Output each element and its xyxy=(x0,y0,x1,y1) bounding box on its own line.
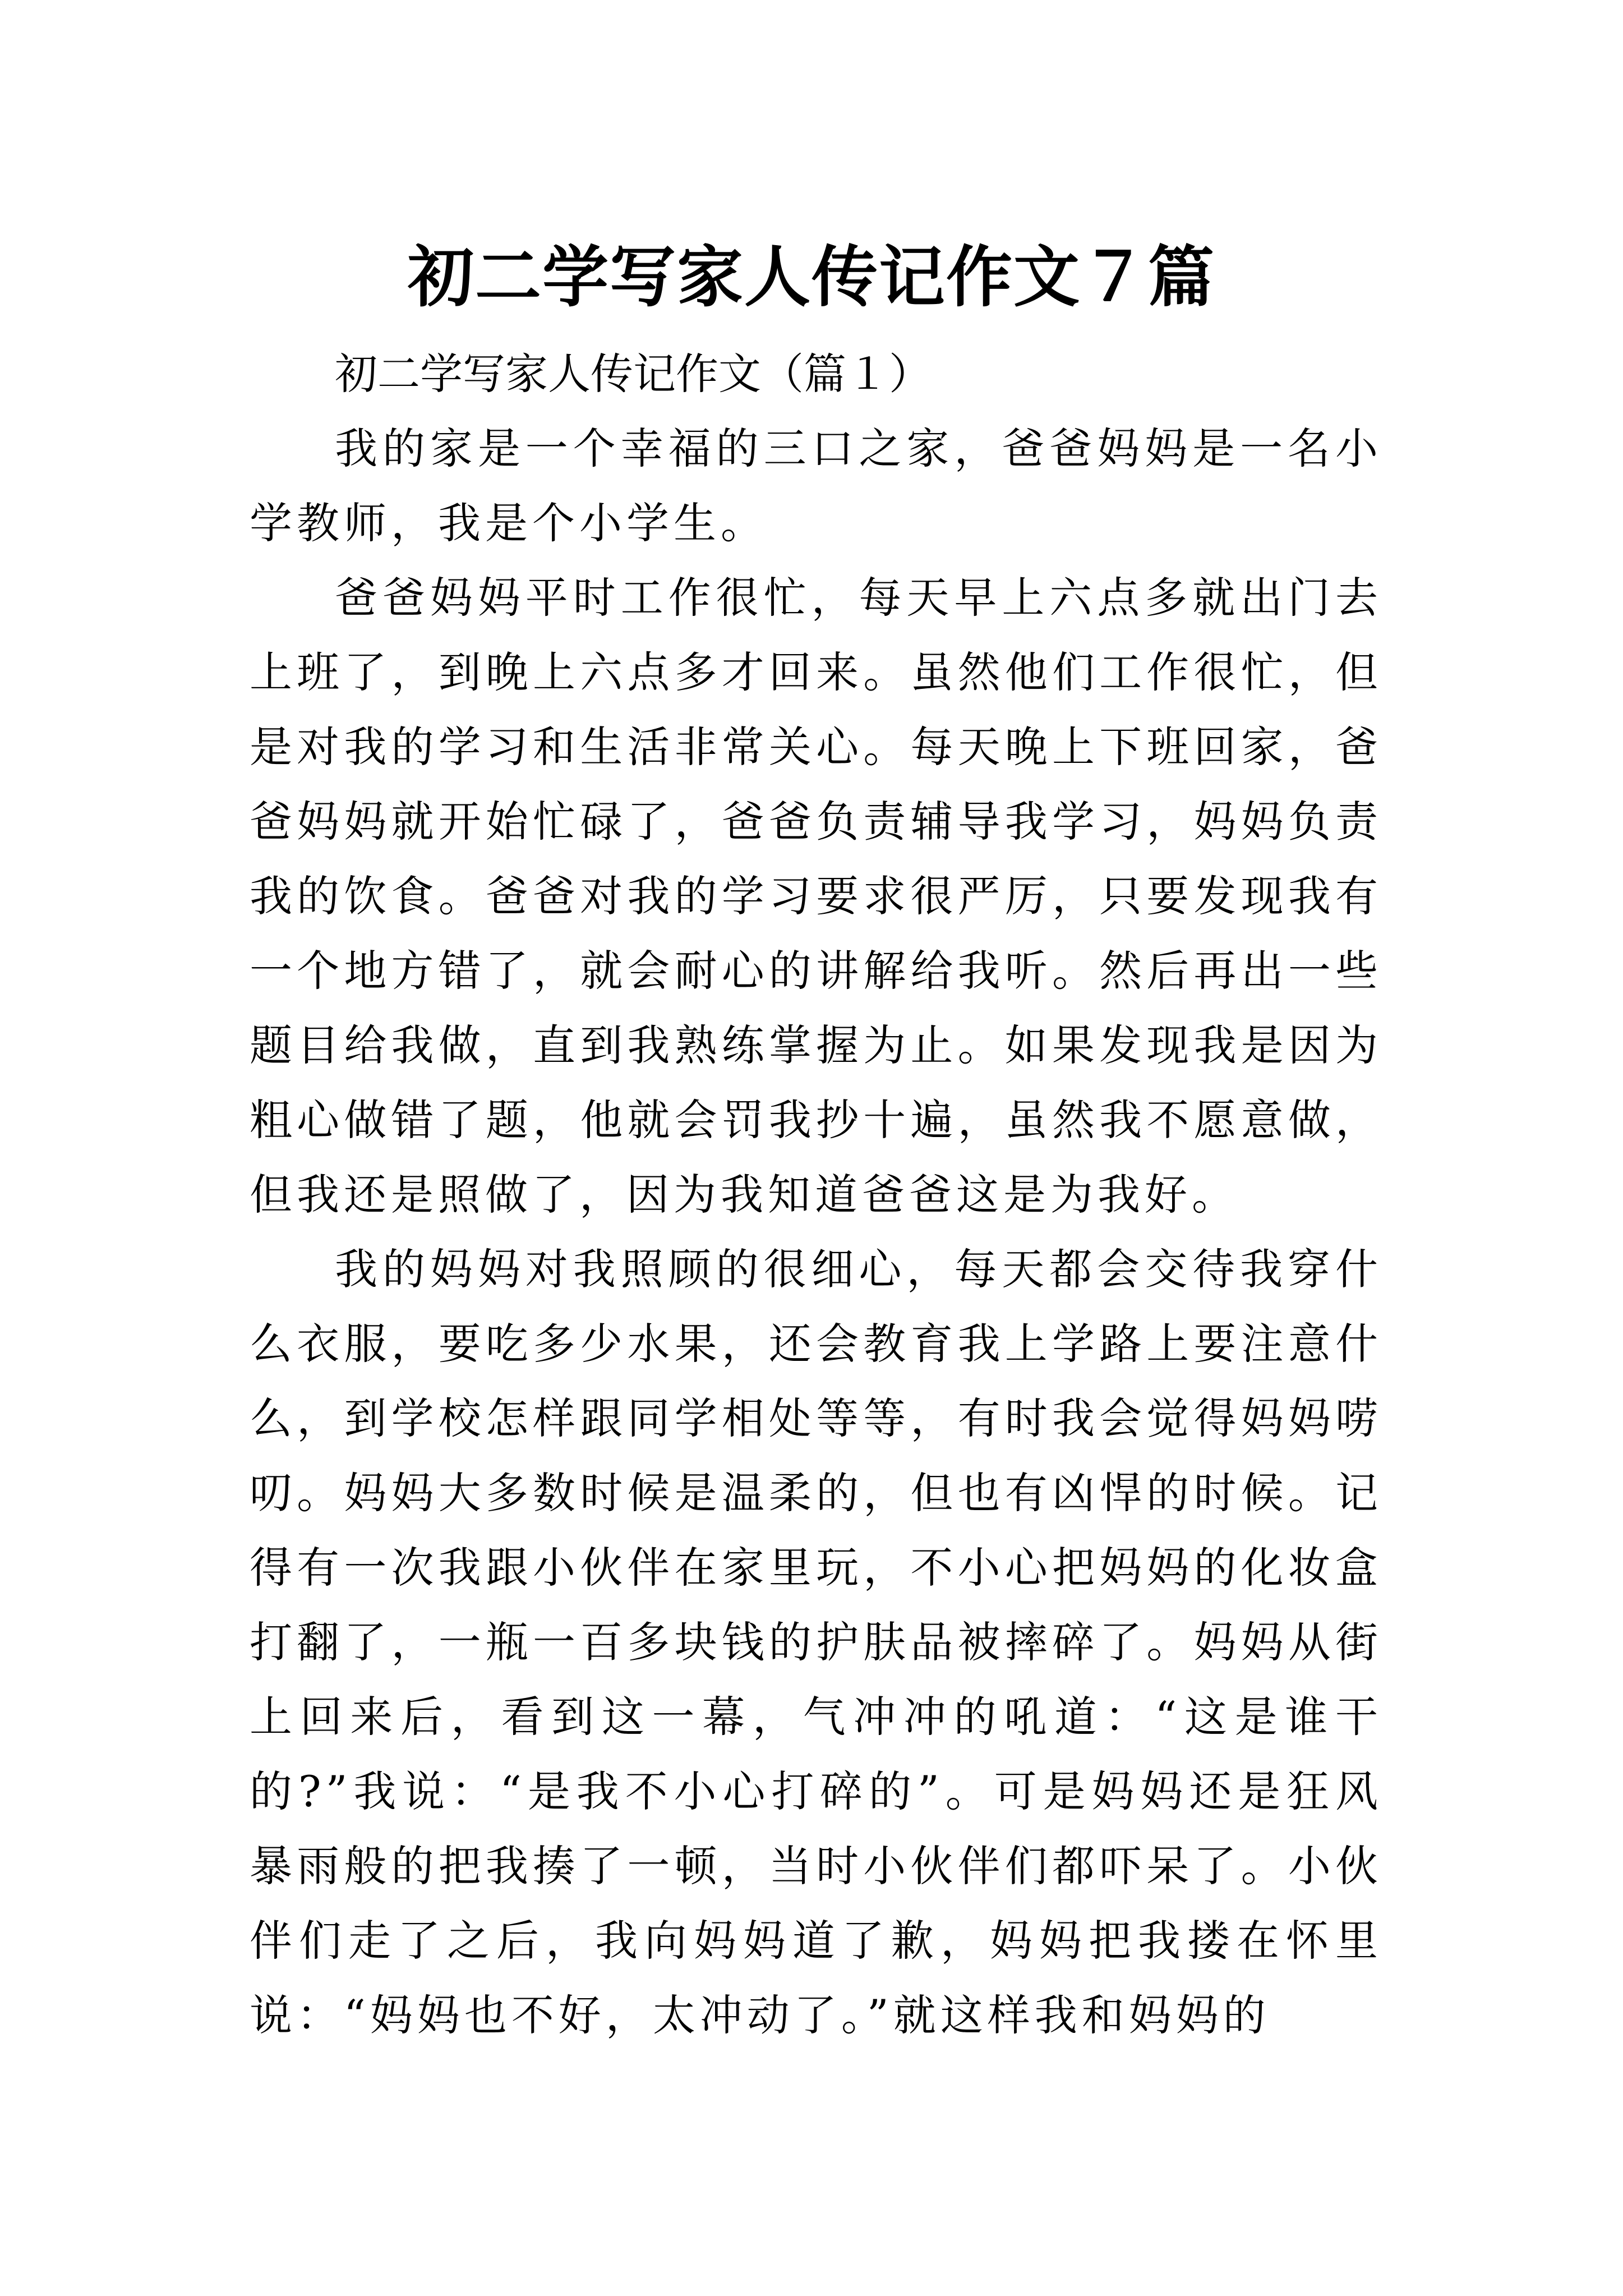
paragraph-2: 爸爸妈妈平时工作很忙，每天早上六点多就出门去上班了，到晚上六点多才回来。虽然他们工作很忙，但是对我的学习和生活非常关心。每天晚上下班回家，爸爸妈妈就开始忙碌了，爸爸负责辅导我学习，妈妈负责我的饮食。爸爸对我的学习要求很严厉，只要发现我有一个地方错了，就会耐心的讲解给我听。然后再出一些题目给我做，直到我熟练掌握为止。如果发现我是因为粗心做错了题，他就会罚我抄十遍，虽然我不愿意做，但我还是照做了，因为我知道爸爸这是为我好。 xyxy=(250,573,1382,1220)
document-body xyxy=(250,337,1382,2053)
section-heading: 初二学写家人传记作文（篇１） xyxy=(335,349,932,399)
paragraph-3: 我的妈妈对我照顾的很细心，每天都会交待我穿什么衣服，要吃多少水果，还会教育我上学路上要注意什么，到学校怎样跟同学相处等等，有时我会觉得妈妈唠叨。妈妈大多数时候是温柔的，但也有凶悍的时候。记得有一次我跟小伙伴在家里玩，不小心把妈妈的化妆盒打翻了，一瓶一百多块钱的护肤品被摔碎了。妈妈从街上回来后，看到这一幕，气冲冲的吼道：“这是谁干的?”我说：“是我不小心打碎的”。可是妈妈还是狂风暴雨般的把我揍了一顿，当时小伙伴们都吓呆了。小伙伴们走了之后，我向妈妈道了歉，妈妈把我搂在怀里说：“妈妈也不好，太冲动了。”就这样我和妈妈的 xyxy=(250,1244,1382,2040)
page-title: 初二学写家人传记作文７篇 xyxy=(407,238,1215,316)
paragraph-1: 我的家是一个幸福的三口之家，爸爸妈妈是一名小学教师，我是个小学生。 xyxy=(250,424,1382,548)
